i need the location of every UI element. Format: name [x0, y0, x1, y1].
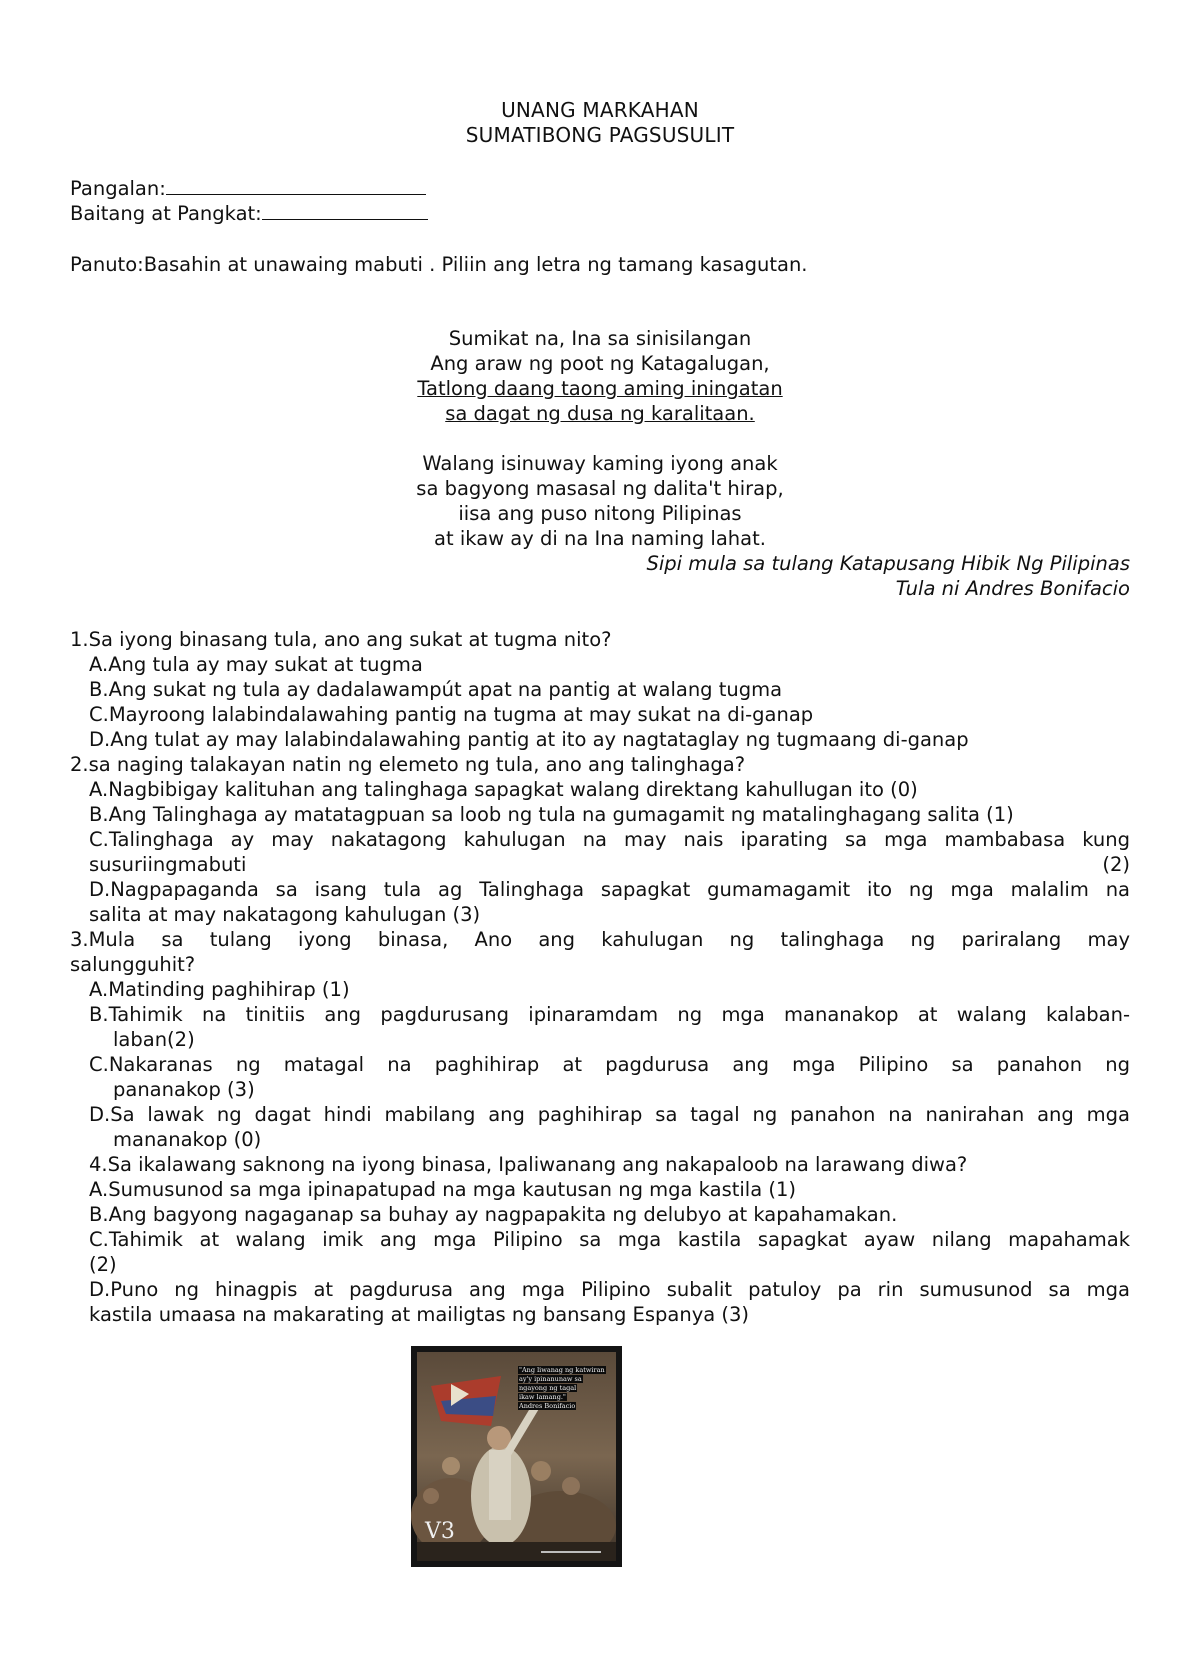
question-4: 4.Sa ikalawang saknong na iyong binasa, Ipaliwanang ang nakapaloob na larawang diwa?	[89, 1153, 968, 1176]
question-3-line2: salungguhit?	[70, 953, 196, 976]
instruction-text: Panuto:Basahin at unawaing mabuti . Piliin ang letra ng tamang kasagutan.	[70, 253, 808, 276]
poem-line: Walang isinuway kaming iyong anak	[422, 452, 778, 475]
choice-2d-line1: D.Nagpapaganda sa isang tula ag Talinghaga sapagkat gumamagamit ito ng mga malalim na	[89, 878, 1130, 901]
choice-2d-line2: salita at may nakatagong kahulugan (3)	[89, 903, 481, 926]
grade-blank[interactable]	[262, 201, 428, 220]
name-blank[interactable]	[166, 176, 426, 195]
poem-author: Tula ni Andres Bonifacio	[895, 577, 1130, 600]
poem-line-underlined: Tatlong daang taong aming iningatan	[417, 377, 783, 400]
exam-type-title: SUMATIBONG PAGSUSULIT	[465, 123, 735, 147]
poem-line: sa bagyong masasal ng dalita't hirap,	[416, 477, 784, 500]
brand-mark: V3	[425, 1519, 455, 1544]
grade-label: Baitang at Pangkat:	[70, 202, 262, 225]
choice-4d-line2: kastila umaasa na makarating at mailigtas ng bansang Espanya (3)	[89, 1303, 750, 1326]
poem-line: Ang araw ng poot ng Katagalugan,	[430, 352, 770, 375]
choice-1c: C.Mayroong lalabindalawahing pantig na tugma at may sukat na di-ganap	[89, 703, 814, 726]
poem-line-underlined: sa dagat ng dusa ng karalitaan.	[445, 402, 755, 425]
choice-3b-line2: laban(2)	[113, 1028, 195, 1051]
choice-3d-line2: mananakop (0)	[113, 1128, 262, 1151]
choice-4c-line1: C.Tahimik at walang imik ang mga Pilipino sa mga kastila sapagkat ayaw nilang mapahamak	[89, 1228, 1130, 1251]
choice-3c-line1: C.Nakaranas ng matagal na paghihirap at pagdurusa ang mga Pilipino sa panahon ng	[89, 1053, 1130, 1076]
poem-source: Sipi mula sa tulang Katapusang Hibik Ng Pilipinas	[646, 552, 1130, 575]
choice-4b: B.Ang bagyong nagaganap sa buhay ay nagpapakita ng delubyo at kapahamakan.	[89, 1203, 898, 1226]
poem-line: iisa ang puso nitong Pilipinas	[458, 502, 742, 525]
grade-field[interactable]	[70, 201, 428, 226]
choice-4d-line1: D.Puno ng hinagpis at pagdurusa ang mga Pilipino subalit patuloy pa rin sumusunod sa mga	[89, 1278, 1130, 1301]
choice-3b-line1: B.Tahimik na tinitiis ang pagdurusang ipinaramdam ng mga mananakop at walang kalaban-	[89, 1003, 1130, 1026]
name-label: Pangalan:	[70, 177, 166, 200]
choice-1a: A.Ang tula ay may sukat at tugma	[89, 653, 423, 676]
name-field[interactable]	[70, 176, 426, 201]
bonifacio-poster-image	[411, 1346, 622, 1567]
choice-4a: A.Sumusunod sa mga ipinapatupad na mga kautusan ng mga kastila (1)	[89, 1178, 796, 1201]
choice-4c-line2: (2)	[89, 1253, 117, 1276]
exam-quarter-title: UNANG MARKAHAN	[501, 98, 699, 122]
choice-3d-line1: D.Sa lawak ng dagat hindi mabilang ang paghihirap sa tagal ng panahon na nanirahan ang mga	[89, 1103, 1130, 1126]
choice-1d: D.Ang tulat ay may lalabindalawahing pantig at ito ay nagtataglay ng tugmaang di-ganap	[89, 728, 969, 751]
poem-line: Sumikat na, Ina sa sinisilangan	[448, 327, 752, 350]
choice-2c-line2: susuriingmabuti	[89, 853, 247, 876]
choice-2b: B.Ang Talinghaga ay matatagpuan sa loob ng tula na gumagamit ng matalinghagang salita (1)	[89, 803, 1014, 826]
choice-2c-line1: C.Talinghaga ay may nakatagong kahulugan na may nais iparating sa mga mambabasa kung	[89, 828, 1130, 851]
choice-2a: A.Nagbibigay kalituhan ang talinghaga sapagkat walang direktang kahullugan ito (0)	[89, 778, 918, 801]
question-1: 1.Sa iyong binasang tula, ano ang sukat at tugma nito?	[70, 628, 612, 651]
poster-quote: "Ang liwanag ng katwiran ay'y ipinanunaw sa ngayong ng tagal ikaw lamang." Andres Bonifacio	[519, 1366, 605, 1410]
choice-2c-score: (2)	[1102, 853, 1130, 876]
choice-3c-line2: pananakop (3)	[113, 1078, 255, 1101]
poem-line: at ikaw ay di na Ina naming lahat.	[434, 527, 766, 550]
choice-3a: A.Matinding paghihirap (1)	[89, 978, 350, 1001]
choice-1b: B.Ang sukat ng tula ay dadalawampút apat na pantig at walang tugma	[89, 678, 783, 701]
question-2: 2.sa naging talakayan natin ng elemeto ng tula, ano ang talinghaga?	[70, 753, 746, 776]
question-3-line1: 3.Mula sa tulang iyong binasa, Ano ang kahulugan ng talinghaga ng pariralang may	[70, 928, 1130, 951]
